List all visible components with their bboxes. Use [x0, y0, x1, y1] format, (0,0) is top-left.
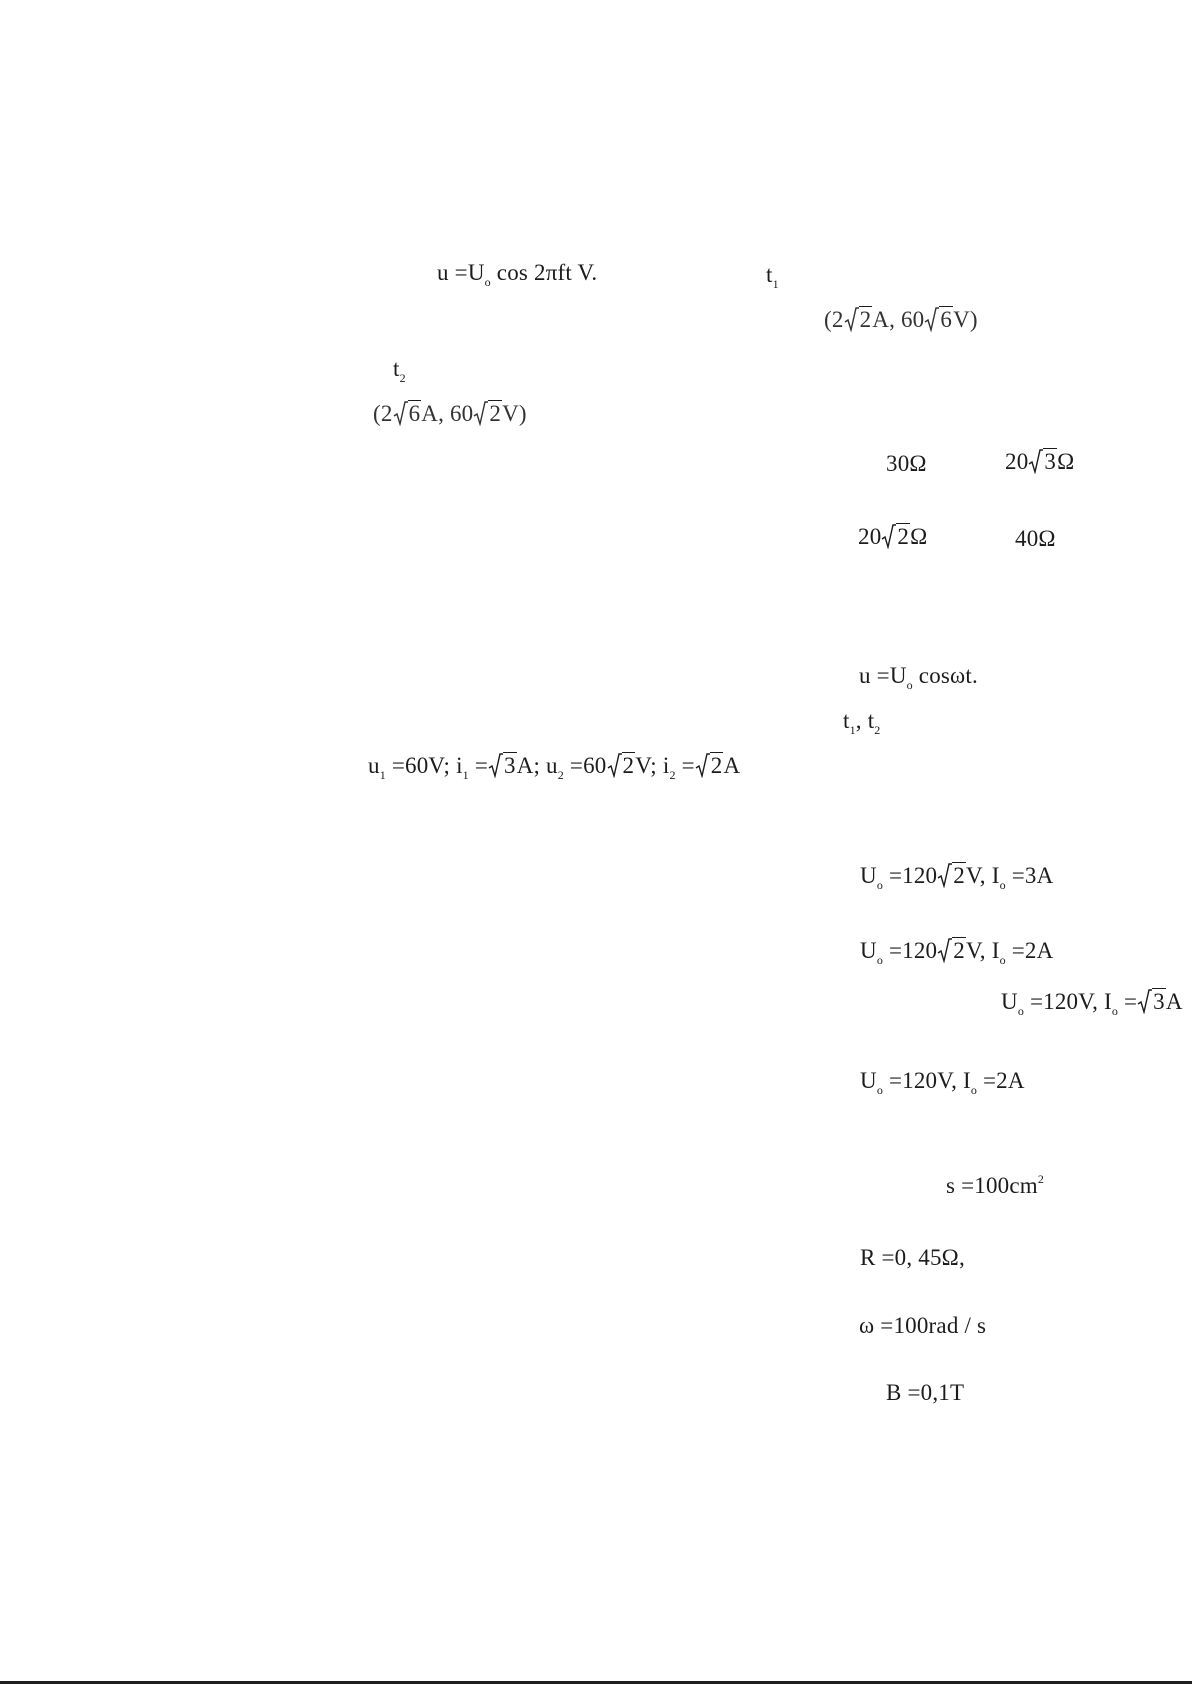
sqrt-icon [844, 306, 859, 332]
answer-b: $U_o =120$ 2V, $I_o =2A$ [860, 938, 1054, 967]
time-t2-label: $t_2$ [393, 356, 406, 385]
sqrt-icon [937, 862, 952, 888]
option-c-value: 20 2Ω [858, 524, 928, 549]
sqrt-icon [1028, 448, 1043, 474]
magnetic-field-value: B =0,1T [886, 1380, 965, 1405]
option-a-value: 30Ω [886, 451, 927, 476]
values-at-t2: (2 6A, 60 2V) [373, 401, 527, 426]
area-value: $s =100cm^2$ [946, 1172, 1045, 1198]
sqrt-icon [881, 523, 896, 549]
sqrt-icon [393, 400, 408, 426]
time-t1-label: $t_1$ [766, 262, 779, 291]
answer-d: $U_o =120V$, $I_o =2A$ [860, 1068, 1025, 1097]
sqrt-icon [473, 400, 488, 426]
measured-values: $u_1 =60V$; $i_1$ = 3A; $u_2 =60$ 2V; $i_2$ = 2A [368, 753, 741, 782]
answer-a: $U_o =120$ 2V, $I_o =3A$ [860, 863, 1054, 892]
sqrt-icon [488, 752, 503, 778]
voltage-equation-2: $u =U_o$ cosωt. [859, 663, 978, 692]
sqrt-icon [695, 752, 710, 778]
angular-velocity-value: ω =100rad / s [859, 1313, 987, 1338]
option-b-value: 20 3Ω [1005, 449, 1075, 474]
values-at-t1: (2 2A, 60 6V) [824, 307, 978, 332]
answer-c: $U_o =120V$, $I_o$ = 3A [1001, 989, 1183, 1018]
voltage-equation: $u =U_o$ cos 2πft V. [437, 260, 598, 289]
resistance-value: R =0, 45Ω, [860, 1245, 965, 1270]
sqrt-icon [937, 937, 952, 963]
times-t1-t2: $t_1$, $t_2$ [843, 708, 881, 737]
option-d-value: 40Ω [1015, 526, 1056, 551]
sqrt-icon [607, 752, 622, 778]
sqrt-icon [1137, 988, 1152, 1014]
page-bottom-rule [0, 1681, 1192, 1684]
sqrt-icon [924, 306, 939, 332]
